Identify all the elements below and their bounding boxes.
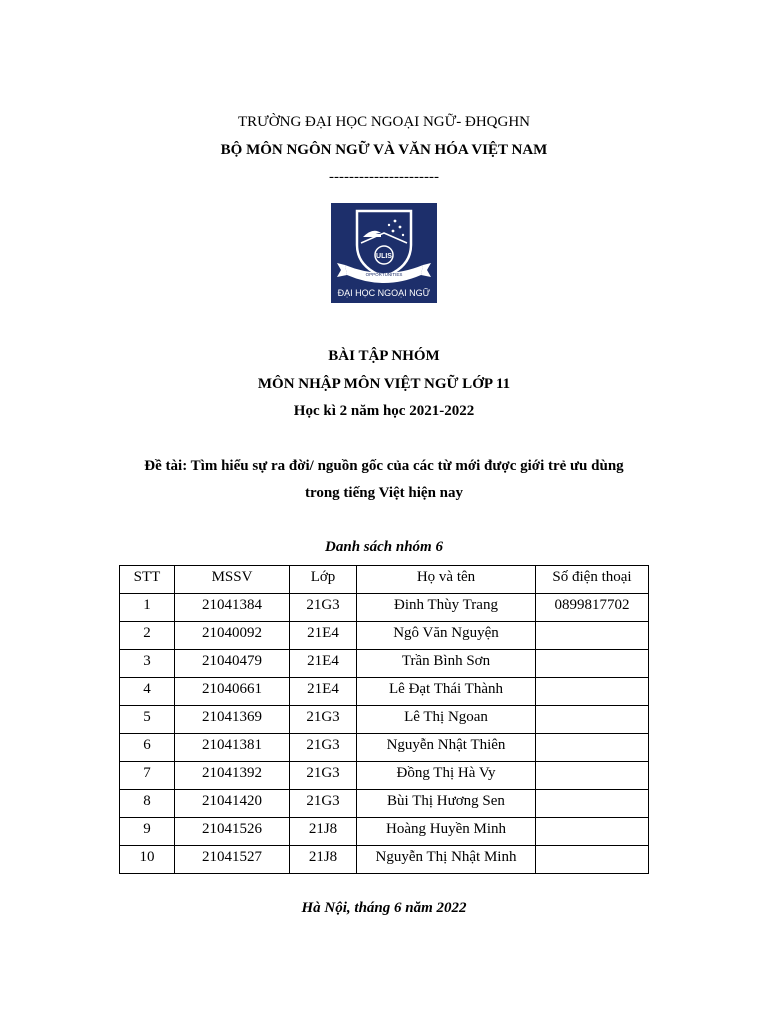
cell-name: Nguyễn Nhật Thiên	[357, 734, 536, 762]
header-cell-phone: Số điện thoại	[536, 566, 649, 594]
place-date: Hà Nội, tháng 6 năm 2022	[301, 900, 467, 916]
header-cell-class: Lớp	[290, 566, 357, 594]
cell-class: 21J8	[290, 818, 357, 846]
table-caption: Danh sách nhóm 6	[325, 539, 443, 555]
cell-class: 21J8	[290, 846, 357, 874]
cell-mssv: 21041392	[175, 762, 290, 790]
logo-ulis-text: ULIS	[376, 253, 392, 260]
cell-phone	[536, 790, 649, 818]
cell-name: Lê Đạt Thái Thành	[357, 678, 536, 706]
cell-class: 21G3	[290, 762, 357, 790]
cell-mssv: 21041420	[175, 790, 290, 818]
cell-phone	[536, 762, 649, 790]
cell-name: Đồng Thị Hà Vy	[357, 762, 536, 790]
cell-phone	[536, 678, 649, 706]
cell-phone	[536, 706, 649, 734]
table-row	[120, 650, 649, 678]
table-row	[120, 790, 649, 818]
cell-mssv: 21041527	[175, 846, 290, 874]
table-row	[120, 594, 649, 622]
cell-stt: 2	[120, 622, 175, 650]
cell-name: Ngô Văn Nguyện	[357, 622, 536, 650]
cell-stt: 6	[120, 734, 175, 762]
university-logo	[331, 203, 437, 303]
member-table	[119, 565, 649, 874]
topic-line-2: trong tiếng Việt hiện nay	[304, 485, 464, 501]
cell-name: Nguyễn Thị Nhật Minh	[357, 846, 536, 874]
table-row	[120, 622, 649, 650]
cell-mssv: 21040661	[175, 678, 290, 706]
cell-phone: 0899817702	[536, 594, 649, 622]
logo-caption-text: ĐẠI HỌC NGOẠI NGỮ	[337, 288, 431, 298]
semester-title: Học kì 2 năm học 2021-2022	[293, 403, 475, 419]
cell-stt: 4	[120, 678, 175, 706]
table-header-row	[120, 566, 649, 594]
table-row	[120, 678, 649, 706]
cell-mssv: 21041369	[175, 706, 290, 734]
table-row	[120, 818, 649, 846]
university-name: TRƯỜNG ĐẠI HỌC NGOẠI NGỮ- ĐHQGHN	[237, 114, 530, 130]
cell-mssv: 21041384	[175, 594, 290, 622]
cell-class: 21G3	[290, 790, 357, 818]
cell-class: 21G3	[290, 594, 357, 622]
assignment-title: BÀI TẬP NHÓM	[328, 348, 440, 364]
cell-phone	[536, 622, 649, 650]
cell-name: Lê Thị Ngoan	[357, 706, 536, 734]
cell-stt: 9	[120, 818, 175, 846]
cell-phone	[536, 818, 649, 846]
course-title: MÔN NHẬP MÔN VIỆT NGỮ LỚP 11	[257, 376, 511, 392]
cell-stt: 8	[120, 790, 175, 818]
cell-class: 21E4	[290, 622, 357, 650]
cell-class: 21E4	[290, 650, 357, 678]
cell-name: Trần Bình Sơn	[357, 650, 536, 678]
separator-line: ----------------------	[329, 169, 439, 185]
cell-stt: 5	[120, 706, 175, 734]
cell-phone	[536, 734, 649, 762]
cell-mssv: 21041381	[175, 734, 290, 762]
cell-name: Đinh Thùy Trang	[357, 594, 536, 622]
cell-name: Bùi Thị Hương Sen	[357, 790, 536, 818]
cell-stt: 10	[120, 846, 175, 874]
cell-mssv: 21040092	[175, 622, 290, 650]
cell-class: 21G3	[290, 734, 357, 762]
cell-phone	[536, 650, 649, 678]
topic-line-1: Đề tài: Tìm hiểu sự ra đời/ nguồn gốc của các từ mới được giới trẻ ưu dùng	[144, 458, 624, 474]
table-row	[120, 762, 649, 790]
logo-motto-text: OPPORTUNITIES	[365, 272, 403, 277]
cell-phone	[536, 846, 649, 874]
table-row	[120, 706, 649, 734]
table-row	[120, 734, 649, 762]
cell-stt: 7	[120, 762, 175, 790]
cell-mssv: 21040479	[175, 650, 290, 678]
cell-mssv: 21041526	[175, 818, 290, 846]
cell-stt: 1	[120, 594, 175, 622]
cell-name: Hoàng Huyền Minh	[357, 818, 536, 846]
header-cell-mssv: MSSV	[175, 566, 290, 594]
department-name: BỘ MÔN NGÔN NGỮ VÀ VĂN HÓA VIỆT NAM	[220, 142, 548, 158]
table-row	[120, 846, 649, 874]
cell-class: 21G3	[290, 706, 357, 734]
header-cell-name: Họ và tên	[357, 566, 536, 594]
cell-class: 21E4	[290, 678, 357, 706]
cell-stt: 3	[120, 650, 175, 678]
header-cell-stt: STT	[120, 566, 175, 594]
ulis-emblem-icon	[331, 203, 437, 303]
